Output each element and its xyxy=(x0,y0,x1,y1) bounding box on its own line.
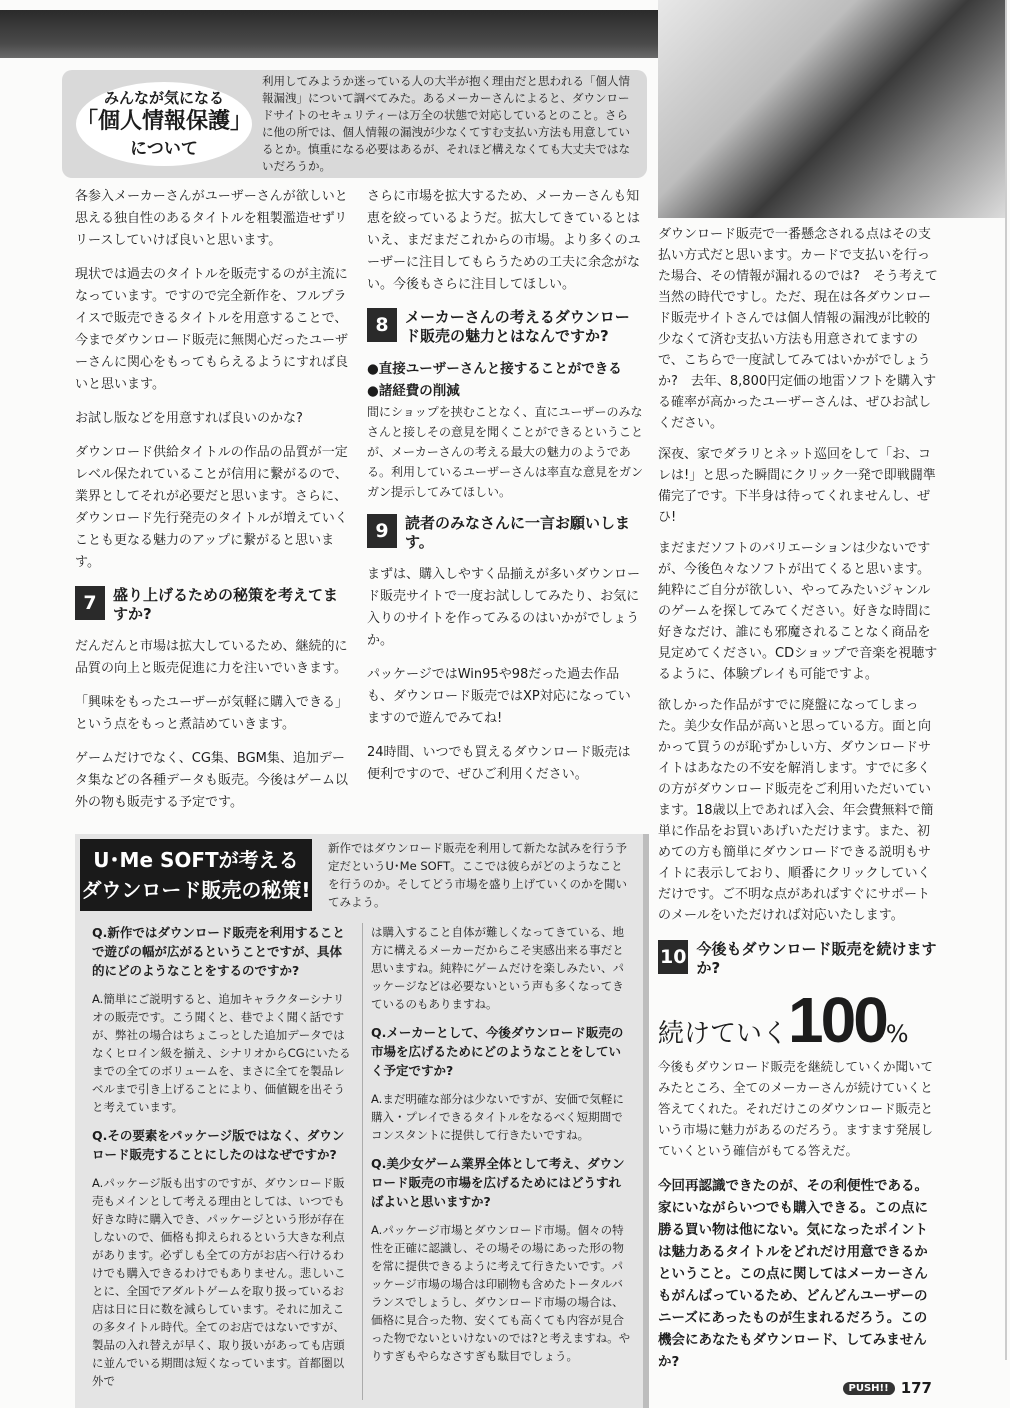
interview-answer: A.簡単にご説明すると、追加キャラクターシナリオの販売です。こう聞くと、巷でよく聞く話ですが、弊社の場合はちょこっとした追加データではなくヒロイン級を揃え、シナリオからCGにいたるまでの全てのボリュームを、まさに全てを製品レベルまで引き上げることにより、価値観を出そうと考えています。 xyxy=(92,992,351,1114)
column-divider xyxy=(362,923,363,1400)
interview-question: Q.美少女ゲーム業界全体として考え、ダウンロード販売の市場を広げるためにはどうすればよいと思いますか? xyxy=(371,1156,625,1209)
badge-line: 「個人情報保護」 xyxy=(76,108,253,134)
paragraph: ダウンロード販売で一番懸念される点はその支払い方式だと思います。カードで支払いを行った場合、その情報が漏れるのでは? そう考えて当然の時代ですし。ただ、現在は各ダウンロード販売サイトさんでは個人情報の漏洩が比較的少なくて済む支払い方法も用意されてますので、こちらで一度試してみてはいかがでしょうか? 去年、8,800円定価の地雷ソフトを購入する確率が高かったユーザーさんは、ぜひお試しください。 xyxy=(658,227,938,431)
interview-question: Q.メーカーとして、今後ダウンロード販売の市場を広げるためにどのようなことをしていく予定ですか? xyxy=(371,1025,624,1078)
bullet-item: ●直接ユーザーさんと接することができる xyxy=(367,361,622,377)
interview-answer: は購入すること自体が難しくなってきている、地方に構えるメーカーだからこそ実感出来る事だと思いますね。純粋にゲームだけを楽しみたい、パッケージなどは必要ないという声も多くなってきているのもありますね。 xyxy=(371,925,624,1011)
paragraph: 今後もダウンロード販売を継続していくか聞いてみたところ、全てのメーカーさんが続けていくと答えてくれた。それだけこのダウンロード販売という市場に魅力があるのだろう。ますます発展していくという確信がもてる答えだ。 xyxy=(658,1059,934,1158)
paragraph: 24時間、いつでも買えるダウンロード販売は便利ですので、ぜひご利用ください。 xyxy=(367,745,631,782)
interview-question: Q.その要素をパッケージ版ではなく、ダウンロード販売することにしたのはなぜですか? xyxy=(92,1128,345,1162)
badge-line: みんなが気になる xyxy=(103,89,224,107)
qa-columns xyxy=(80,923,633,1400)
interview-answer: A.パッケージ版も出すのですが、ダウンロード販売もメインとして考える理由としては、いつでも好きな時に購入でき、パッケージという形が存在しないので、価格も抑えられるという大きな利点があります。必ずしも全ての方がお店へ行けるわけでも購入できるわけでもありません。悲しいことに、全国でアダルトゲームを取り扱っているお店は日に日に数を減らしています。それに加えこの多タイトル時代。全てのお店ではないですが、製品の入れ替えが早く、取り扱いがあっても店頭に並んでいる期間は短くなっています。首都圏以外で xyxy=(92,1176,346,1388)
paragraph: だんだんと市場は拡大しているため、継続的に品質の向上と販売促進に力を注いでいきます。 xyxy=(75,639,348,676)
section-number: 8 xyxy=(367,308,397,342)
section-title: メーカーさんの考えるダウンロード販売の魅力とはなんですか? xyxy=(405,308,630,345)
paragraph: まだまだソフトのバリエーションは少ないですが、今後色々なソフトが出てくると思います。純粋にご自分が欲しい、やってみたいジャンルのゲームを探してみてください。好きな時間に好きなだけ、誰にも邪魔されることなく商品を見定めてください。CDショップで音楽を視聴するように、体験プレイも可能ですよ。 xyxy=(658,541,938,682)
paragraph: パッケージではWin95や98だった過去作品も、ダウンロード販売ではXP対応になっていますので遊んでみてね! xyxy=(367,667,631,726)
result-100-percent xyxy=(658,984,938,1056)
conclusion: 今回再認識できたのが、その利便性である。家にいながらいつでも購入できる。この点に勝る買い物は他にない。気になったポイントは魅力あるタイトルをどれだけ用意できるかということ。この点に関してはメーカーさんもがんばっているため、どんどんユーザーのニーズにあったものが生まれるだろう。この機会にあなたもダウンロード、してみませんか? xyxy=(658,1178,928,1370)
interview-answer: A.まだ明確な部分は少ないですが、安価で気軽に購入・プレイできるタイトルをなるべく短期間でコンスタントに提供して行きたいですね。 xyxy=(371,1092,624,1142)
privacy-intro-text: 利用してみようか迷っている人の大半が抱く理由だと思われる「個人情報漏洩」について調べてみた。あるメーカーさんによると、ダウンロードサイトのセキュリティーは万全の状態で対応しているとのこと。さらに他の所では、個人情報の漏洩が少なくてすむ支払い方法も用意しているとか。慎重になる必要はあるが、それほど構えなくても大丈夫ではないだろうか。 xyxy=(262,74,630,173)
illustration xyxy=(658,0,1005,218)
magazine-logo: PUSH!! xyxy=(843,1382,895,1395)
paragraph: ゲームだけでなく、CG集、BGM集、追加データ集などの各種データも販売。今後はゲーム以外の物も販売する予定です。 xyxy=(75,751,349,810)
feature-title xyxy=(80,839,312,911)
left-column xyxy=(75,186,351,826)
paragraph: 欲しかった作品がすでに廃盤になってしまった。美少女作品が高いと思っている方。面と向かって買うのが恥ずかしい方、ダウンロードサイトはあなたの不安を解消します。すでに多くの方がダウンロード販売をご利用いただいています。18歳以上であれば入会、年会費無料で簡単に作品をお買いあげいただけます。また、初めての方も簡単にダウンロードできる説明もサイトに表示しており、順番にクリックしていくだけです。ご不明な点があればすぐにサポートのメールをいただければ対応いたします。 xyxy=(658,698,934,923)
paragraph: 「興味をもったユーザーが気軽に購入できる」という点をもっと煮詰めていきます。 xyxy=(75,695,349,732)
section-8-header xyxy=(367,308,643,346)
page-edge xyxy=(1005,0,1007,1360)
badge-line: について xyxy=(130,139,198,159)
section-10-header xyxy=(658,940,938,978)
privacy-badge xyxy=(76,82,252,166)
paragraph: まずは、購入しやすく品揃えが多いダウンロード販売サイトで一度お試ししてみたり、お気に入りのサイトを作ってみるのはいかがでしょうか。 xyxy=(367,567,641,648)
middle-column xyxy=(367,186,643,826)
paragraph: 各参入メーカーさんがユーザーさんが欲しいと思える独自性のあるタイトルを粗製濫造せずリリースしていけば良いと思います。 xyxy=(75,189,348,248)
result-value: 100 xyxy=(788,984,886,1056)
paragraph: さらに市場を拡大するため、メーカーさんも知恵を絞っているようだ。拡大してきているとはいえ、まだまだこれからの市場。より多くのユーザーに注目してもらうための工夫に余念がない。今後もさらに注目してほしい。 xyxy=(367,189,641,292)
paragraph: 現状では過去のタイトルを販売するのが主流になっています。ですので完全新作を、フルプライスで販売できるタイトルを用意することで、今までダウンロード販売に無関心だったユーザーさんに関心をもってもらえるようにすれば良いと思います。 xyxy=(75,267,349,392)
qa-right-column xyxy=(371,923,633,1400)
article-columns xyxy=(75,186,643,826)
bullet-item: ●諸経費の削減 xyxy=(367,383,460,399)
interview-question: Q.新作ではダウンロード販売を利用することで遊びの幅が広がるということですが、具体的にどのようなことをするのですか? xyxy=(92,925,345,978)
paragraph: 深夜、家でダラリとネット巡回をして「お、コレは!」と思った瞬間にクリック一発で即戦闘準備完了です。下半身は待ってくれませんし、ぜひ! xyxy=(658,447,936,525)
feature-title-line: U･Me SOFTが考える xyxy=(93,848,299,872)
paragraph: ダウンロード供給タイトルの作品の品質が一定レベル保たれていることが信用に繋がるので、業界としてそれが必要だと思います。さらに、ダウンロード先行発売のタイトルが増えていくことも更なる魅力のアップに繋がると思います。 xyxy=(75,445,348,570)
feature-title-line: ダウンロード販売の秘策! xyxy=(81,878,311,902)
section-number: 7 xyxy=(75,586,105,620)
section-title: 盛り上げるための秘策を考えてますか? xyxy=(113,586,339,623)
privacy-intro-box xyxy=(62,70,647,178)
paragraph: 間にショップを挟むことなく、直にユーザーのみなさんと接しその意見を聞くことができるということが、メーカーさんの考える最大の魅力のようである。利用しているユーザーさんは率直な意見をガンガン提示してみてほしい。 xyxy=(367,405,644,499)
section-9-header xyxy=(367,514,643,552)
section-7-header xyxy=(75,586,351,624)
feature-box xyxy=(75,834,643,1408)
paragraph: お試し版などを用意すれば良いのかな? xyxy=(75,411,303,426)
result-unit: % xyxy=(885,1020,909,1048)
section-title: 今後もダウンロード販売を続けますか? xyxy=(696,940,937,977)
section-number: 10 xyxy=(658,940,688,974)
feature-intro: 新作ではダウンロード販売を利用して新たな試みを行う予定だというU･Me SOFT。ここでは彼らがどのようなことを行うのか。そしてどう市場を盛り上げていくのかを聞いてみよう。 xyxy=(328,841,627,909)
section-number: 9 xyxy=(367,514,397,548)
interview-answer: A.パッケージ市場とダウンロード市場。個々の特性を正確に認識し、その場その場にあった形の物を常に提供できるように考えて行きたいです。パッケージ市場の場合は印刷物も含めたトータルバランスでしょうし、ダウンロード市場の場合は、価格に見合った物、安くても高くても内容が見合った物でないといけないのでは?と考えますね。やりすぎもやらなさすぎも駄目でしょう。 xyxy=(371,1223,631,1363)
qa-left-column xyxy=(92,923,354,1400)
page-footer xyxy=(843,1379,932,1397)
main-flow xyxy=(75,186,643,1408)
section-title: 読者のみなさんに一言お願いします。 xyxy=(405,514,631,551)
page-number: 177 xyxy=(900,1379,932,1397)
result-prefix: 続けていく xyxy=(658,1019,789,1049)
feature-header xyxy=(80,839,633,911)
right-column xyxy=(658,224,938,1397)
